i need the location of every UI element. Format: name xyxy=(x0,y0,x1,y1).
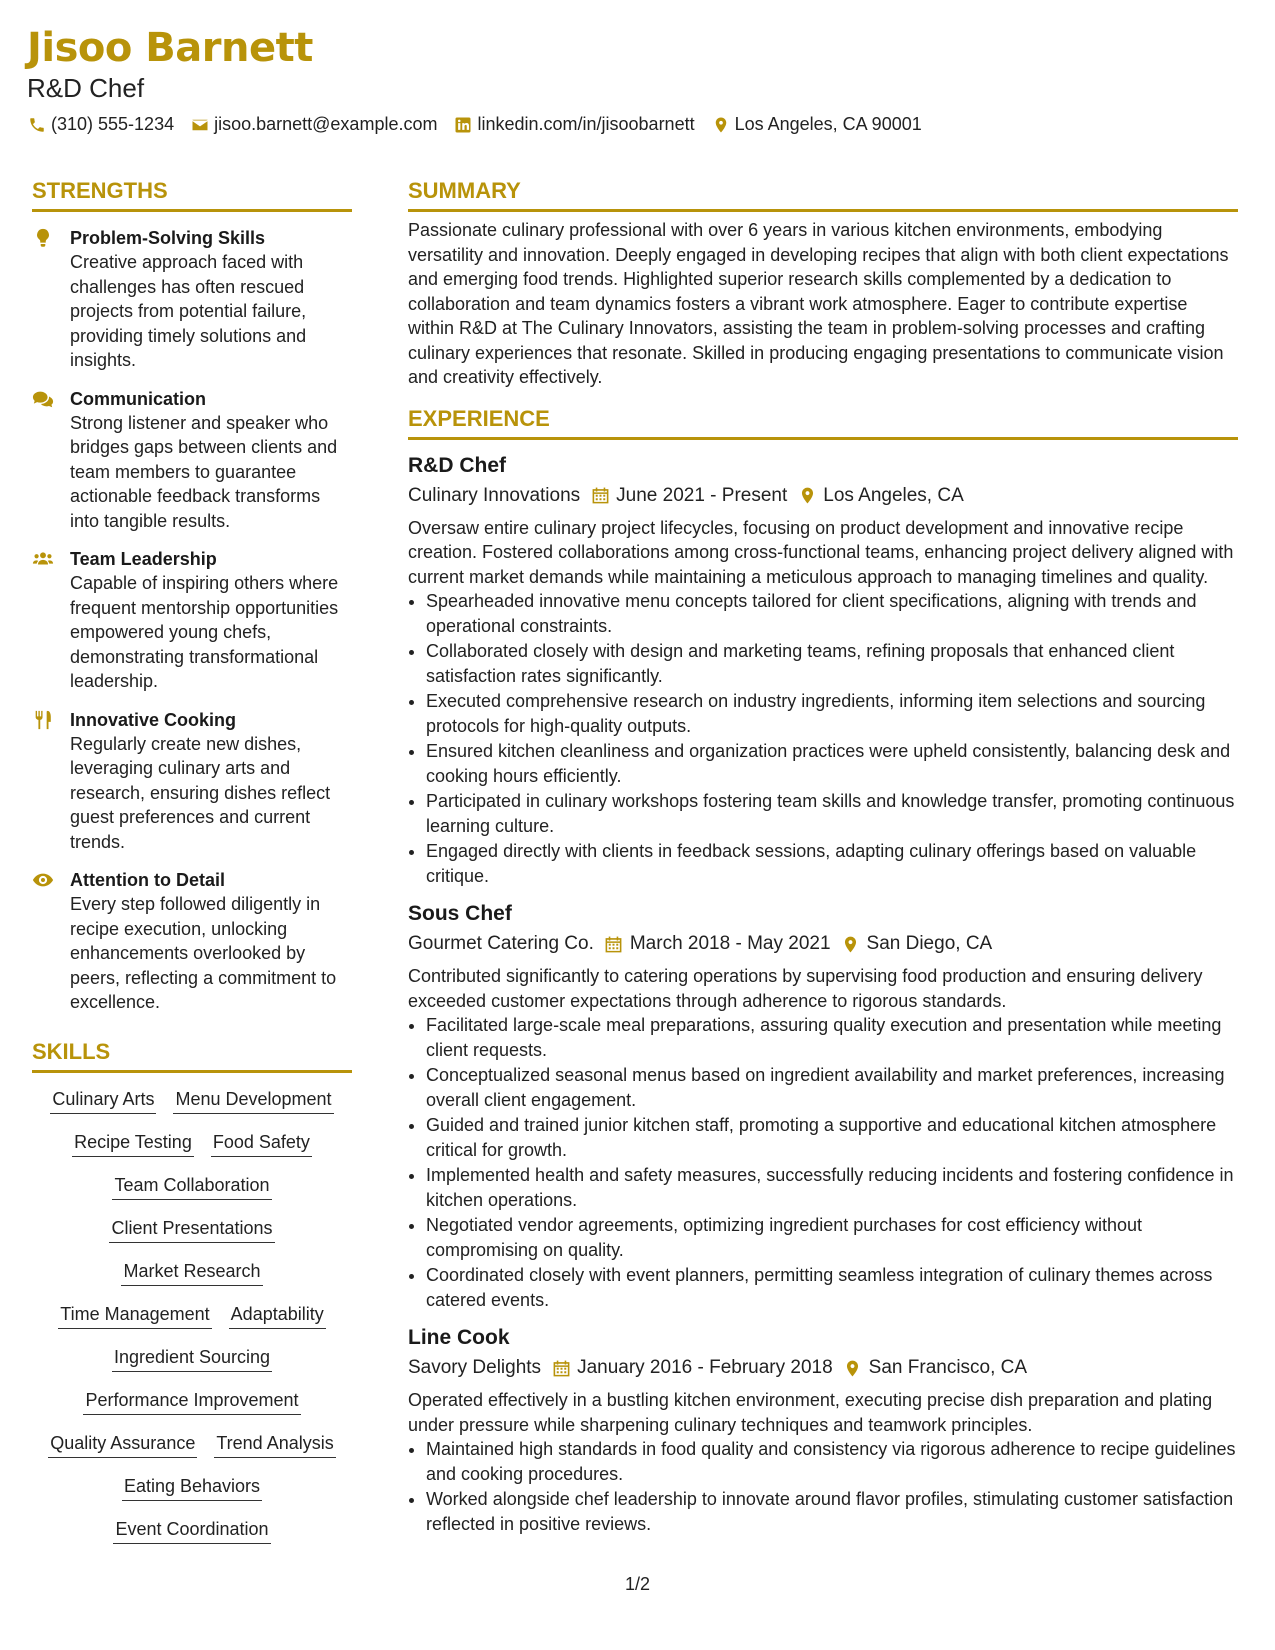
email-text[interactable]: jisoo.barnett@example.com xyxy=(214,114,438,134)
strength-item xyxy=(32,547,352,694)
strengths-heading: STRENGTHS xyxy=(32,176,352,212)
strength-title: Problem-Solving Skills xyxy=(70,228,266,248)
skill-row xyxy=(32,1474,352,1501)
skill-row xyxy=(32,1130,352,1157)
job-location: San Diego, CA xyxy=(866,933,993,954)
job-dates: January 2016 - February 2018 xyxy=(577,1357,833,1378)
page-number: 1/2 xyxy=(624,1574,651,1594)
bullet-item: • Spearheaded innovative menu concepts tailored for client specifications, aligning with trends and operational constraints. xyxy=(426,589,1238,638)
strength-item xyxy=(32,226,352,373)
bullet-item: • Ensured kitchen cleanliness and organization practices were upheld consistently, balancing desk and cooking hours efficiently. xyxy=(426,739,1238,788)
phone-text: (310) 555-1234 xyxy=(51,114,175,134)
contact-linkedin[interactable] xyxy=(453,114,694,135)
strength-desc: Creative approach faced with challenges has often rescued projects from potential failure, providing timely solutions and insights. xyxy=(70,252,307,370)
candidate-name: Jisoo Barnett xyxy=(27,25,313,71)
strength-item xyxy=(32,708,352,855)
strength-title: Team Leadership xyxy=(70,549,217,569)
resume-header xyxy=(27,22,1247,135)
skill-tag: Client Presentations xyxy=(109,1216,274,1243)
skill-tag: Trend Analysis xyxy=(214,1431,335,1458)
job-entry xyxy=(408,452,1238,889)
skill-row xyxy=(32,1087,352,1114)
experience-heading: EXPERIENCE xyxy=(408,404,1238,440)
summary-text: Passionate culinary professional with over 6 years in various kitchen environments, embodying versatility and innovation. Deeply engaged in developing recipes that align with both client expectations and emerging food trends. Highlighted superior research skills complemented by a dedication to collaboration and team dynamics fosters a vibrant work atmosphere. Eager to contribute expertise within R&D at The Culinary Innovators, assisting the team in problem-solving processes and crafting culinary experiences that resonate. Skilled in producing engaging presentations to communicate vision and creativity effectively. xyxy=(408,220,1229,387)
envelope-icon xyxy=(190,115,210,135)
map-marker-icon xyxy=(711,115,731,135)
lightbulb-icon xyxy=(32,226,70,373)
job-title: R&D Chef xyxy=(408,453,506,477)
job-description: Oversaw entire culinary project lifecycles, focusing on product development and innovative recipe creation. Fostered collaborations among cross-functional teams, enhancing project delivery aligned with current market demands while maintaining a meticulous approach to managing timelines and quality. xyxy=(408,517,1234,587)
bullet-item: • Facilitated large-scale meal preparations, assuring quality execution and presentation while meeting client requests. xyxy=(426,1013,1238,1062)
contact-email[interactable] xyxy=(190,114,437,135)
candidate-role: R&D Chef xyxy=(27,73,145,103)
skill-tag: Event Coordination xyxy=(113,1517,270,1544)
job-description: Contributed significantly to catering operations by supervising food production and ensuring delivery exceeded customer expectations through adherence to rigorous standards. xyxy=(408,966,1203,1011)
bullet-item: • Participated in culinary workshops fostering team skills and knowledge transfer, promoting continuous learning culture. xyxy=(426,789,1238,838)
job-meta xyxy=(408,482,1238,510)
strength-title: Communication xyxy=(70,388,207,409)
map-marker-icon xyxy=(841,934,861,954)
job-location: San Francisco, CA xyxy=(868,1357,1028,1378)
job-company: Culinary Innovations xyxy=(408,484,581,506)
strength-title: Innovative Cooking xyxy=(70,709,237,730)
calendar-icon xyxy=(551,1358,571,1378)
job-title: Line Cook xyxy=(408,1326,510,1349)
utensils-icon xyxy=(32,708,70,855)
calendar-icon xyxy=(590,486,610,506)
skill-tag: Market Research xyxy=(121,1259,262,1286)
skill-tag: Team Collaboration xyxy=(112,1173,271,1200)
skill-row xyxy=(32,1173,352,1200)
job-company: Gourmet Catering Co. xyxy=(408,933,594,954)
job-description: Operated effectively in a bustling kitchen environment, executing precise dish preparation and plating under pressure while sharpening culinary techniques and teamwork principles. xyxy=(408,1390,1213,1435)
job-entry xyxy=(408,900,1238,1312)
skills-list xyxy=(32,1087,352,1544)
skill-tag: Performance Improvement xyxy=(83,1388,300,1415)
phone-icon xyxy=(27,115,47,135)
job-meta xyxy=(408,1354,1238,1382)
job-bullets xyxy=(408,1437,1238,1536)
skill-tag: Adaptability xyxy=(229,1302,326,1329)
contact-phone xyxy=(27,114,174,135)
strength-title: Attention to Detail xyxy=(70,870,225,890)
job-meta xyxy=(408,930,1238,958)
summary-heading: SUMMARY xyxy=(408,176,1238,212)
skill-row xyxy=(32,1216,352,1243)
bullet-item: • Negotiated vendor agreements, optimizing ingredient purchases for cost efficiency without compromising on quality. xyxy=(426,1213,1238,1262)
skill-row xyxy=(32,1517,352,1544)
bullet-item: • Conceptualized seasonal menus based on ingredient availability and market preferences, increasing overall client engagement. xyxy=(426,1063,1238,1112)
job-bullets xyxy=(408,1013,1238,1312)
skill-tag: Ingredient Sourcing xyxy=(112,1345,272,1372)
strength-item xyxy=(32,387,352,534)
location-text: Los Angeles, CA 90001 xyxy=(734,114,922,134)
skill-row xyxy=(32,1431,352,1458)
skill-tag: Culinary Arts xyxy=(50,1087,156,1114)
strength-desc: Regularly create new dishes, leveraging culinary arts and research, ensuring dishes reflect guest preferences and current trends. xyxy=(70,733,331,852)
skills-heading: SKILLS xyxy=(32,1037,352,1073)
strength-desc: Strong listener and speaker who bridges gaps between clients and team members to guarantee actionable feedback transforms into tangible results. xyxy=(70,412,338,531)
skill-tag: Menu Development xyxy=(173,1087,333,1114)
skill-row xyxy=(32,1302,352,1329)
map-marker-icon xyxy=(797,486,817,506)
skill-tag: Quality Assurance xyxy=(48,1431,197,1458)
strength-item xyxy=(32,868,352,1015)
job-entry xyxy=(408,1324,1238,1536)
bullet-item: • Maintained high standards in food quality and consistency via rigorous adherence to recipe guidelines and cooking procedures. xyxy=(426,1437,1238,1486)
comments-icon xyxy=(32,387,70,534)
skill-tag: Recipe Testing xyxy=(72,1130,194,1157)
job-dates: June 2021 - Present xyxy=(616,484,788,506)
contact-location xyxy=(711,114,922,135)
bullet-item: • Guided and trained junior kitchen staff, promoting a supportive and educational kitchen atmosphere critical for growth. xyxy=(426,1113,1238,1162)
right-column xyxy=(408,176,1238,1537)
job-dates: March 2018 - May 2021 xyxy=(629,933,831,954)
job-company: Savory Delights xyxy=(408,1357,542,1378)
skill-row xyxy=(32,1345,352,1372)
job-bullets xyxy=(408,589,1238,888)
strength-desc: Every step followed diligently in recipe execution, unlocking enhancements overlooked by peers, reflecting a commitment to excellence. xyxy=(70,894,337,1012)
map-marker-icon xyxy=(843,1358,863,1378)
job-title: Sous Chef xyxy=(408,902,512,925)
skill-row xyxy=(32,1259,352,1286)
bullet-item: • Coordinated closely with event planners, permitting seamless integration of culinary themes across catered events. xyxy=(426,1263,1238,1312)
skill-tag: Eating Behaviors xyxy=(122,1474,262,1501)
bullet-item: • Worked alongside chef leadership to innovate around flavor profiles, stimulating customer satisfaction reflected in positive reviews. xyxy=(426,1487,1238,1536)
linkedin-text[interactable]: linkedin.com/in/jisoobarnett xyxy=(477,114,695,134)
bullet-item: • Engaged directly with clients in feedback sessions, adapting culinary offerings based on valuable critique. xyxy=(426,839,1238,888)
contact-bar xyxy=(27,114,1247,135)
left-column xyxy=(32,176,352,1560)
bullet-item: • Collaborated closely with design and marketing teams, refining proposals that enhanced client satisfaction rates significantly. xyxy=(426,639,1238,688)
strength-desc: Capable of inspiring others where frequent mentorship opportunities empowered young chefs, demonstrating transformational leadership. xyxy=(70,573,339,691)
bullet-item: • Implemented health and safety measures, successfully reducing incidents and fostering confidence in kitchen operations. xyxy=(426,1163,1238,1212)
bullet-item: • Executed comprehensive research on industry ingredients, informing item selections and sourcing protocols for high-quality outputs. xyxy=(426,689,1238,738)
eye-icon xyxy=(32,868,70,1015)
linkedin-icon xyxy=(453,115,473,135)
users-icon xyxy=(32,547,70,694)
job-location: Los Angeles, CA xyxy=(823,484,964,506)
calendar-icon xyxy=(604,934,624,954)
skill-row xyxy=(32,1388,352,1415)
skill-tag: Food Safety xyxy=(211,1130,312,1157)
skill-tag: Time Management xyxy=(58,1302,211,1329)
